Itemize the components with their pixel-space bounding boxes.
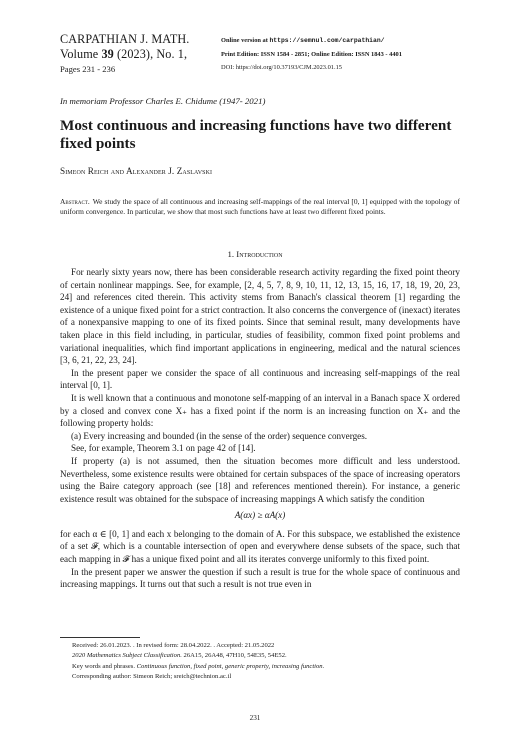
online-version: Online version at https://semnul.com/carpathian/ [221,37,385,44]
issn-line: Print Edition: ISSN 1584 - 2851; Online Edition: ISSN 1843 - 4401 [221,50,402,58]
received-dates: Received: 26.01.2023. . In revised form: 28.04.2022. . Accepted: 21.05.2022 [72,642,275,649]
paragraph: In the present paper we answer the question if such a result is true for the whole space of continuous and increasing mappings. It turns out that such a result is not true even in [60,566,460,590]
paragraph: In the present paper we consider the space of all continuous and increasing self-mappings of the real interval [0, 1]. [60,367,460,391]
paragraph: for each α ∈ [0, 1] and each x belonging to the domain of A. For this subspace, we established the existence of a set 𝓕, which is a countable intersection of open and everywhere dense subsets of the space, such that each mapping in 𝓕 has a unique fixed point and all its iterates converge uniformly to this fixed point. [60,528,460,565]
footnote-rule [60,637,140,638]
keywords: Key words and phrases. Continuous function, fixed point, generic property, increasing function. [72,662,325,670]
abstract-label: Abstract. [60,197,90,206]
property-a: (a) Every increasing and bounded (in the sense of the order) sequence converges. [71,430,368,441]
paragraph: If property (a) is not assumed, then the situation becomes more difficult and less understood. Nevertheless, some existence results were obtained for certain subspaces of the space of increasing operators using the Baire category approach (see [18] and references mentioned therein). For instance, a generic existence result was obtained for the subspace of increasing mappings A which satisfy the condition [60,455,460,504]
footnotes [72,641,462,683]
abstract-text: We study the space of all continuous and increasing self-mappings of the real interval [0, 1] equipped with the topology of uniform convergence. In particular, we show that most such functions have at least two different fixed points. [60,197,460,217]
journal-volume: Volume 39 (2023), No. 1, [60,47,188,61]
display-equation: A(αx) ≥ αA(x) [234,510,286,521]
doi-link[interactable]: DOI: https://doi.org/10.37193/CJM.2023.01.15 [221,64,342,72]
publication-info [221,34,461,75]
journal-name: CARPATHIAN J. MATH. [60,32,190,46]
page-number: 231 [249,714,261,722]
journal-pages: Pages 231 - 236 [60,64,116,74]
msc-classification: 2020 Mathematics Subject Classification. 26A15, 26A48, 47H10, 54E35, 54E52. [72,652,287,660]
dedication: In memoriam Professor Charles E. Chidume (1947- 2021) [60,96,266,106]
paragraph: It is well known that a continuous and monotone self-mapping of an interval in a Banach space X ordered by a closed and convex cone X₊ has a fixed point if the norm is an increasing function on X₊ and the following property holds: [60,392,460,429]
paragraph: For nearly sixty years now, there has been considerable research activity regarding the fixed point theory of certain nonlinear mappings. See, for example, [2, 4, 5, 7, 8, 9, 10, 11, 12, 13, 15, 16, 17, 18, 19, 20, 23, 24] and references cited therein. This activity stems from Banach's classical theorem [1] regarding the existence of a unique fixed point for a strict contraction. It also concerns the convergence of (inexact) iterates of a nonexpansive mapping to one of its fixed points. Since that seminal result, many developments have taken place in this field including, in particular, studies of feasibility, common fixed point problems and variational inequalities, which find important applications in engineering, medical and the natural sciences [3, 6, 21, 22, 23, 24]. [60,267,460,366]
corresponding-author: Corresponding author: Simeon Reich; sreich@technion.ac.il [72,673,232,681]
section-heading: 1. Introduction [227,249,283,259]
journal-url-link[interactable]: https://semnul.com/carpathian/ [269,37,385,44]
author-line: Simeon Reich and Alexander J. Zaslavski [60,166,213,176]
paragraph: See, for example, Theorem 3.1 on page 42 of [14]. [71,443,256,454]
paper-title: Most continuous and increasing functions have two different fixed points [60,117,452,152]
journal-header [60,32,220,76]
abstract [60,197,460,217]
body-text [60,266,460,591]
